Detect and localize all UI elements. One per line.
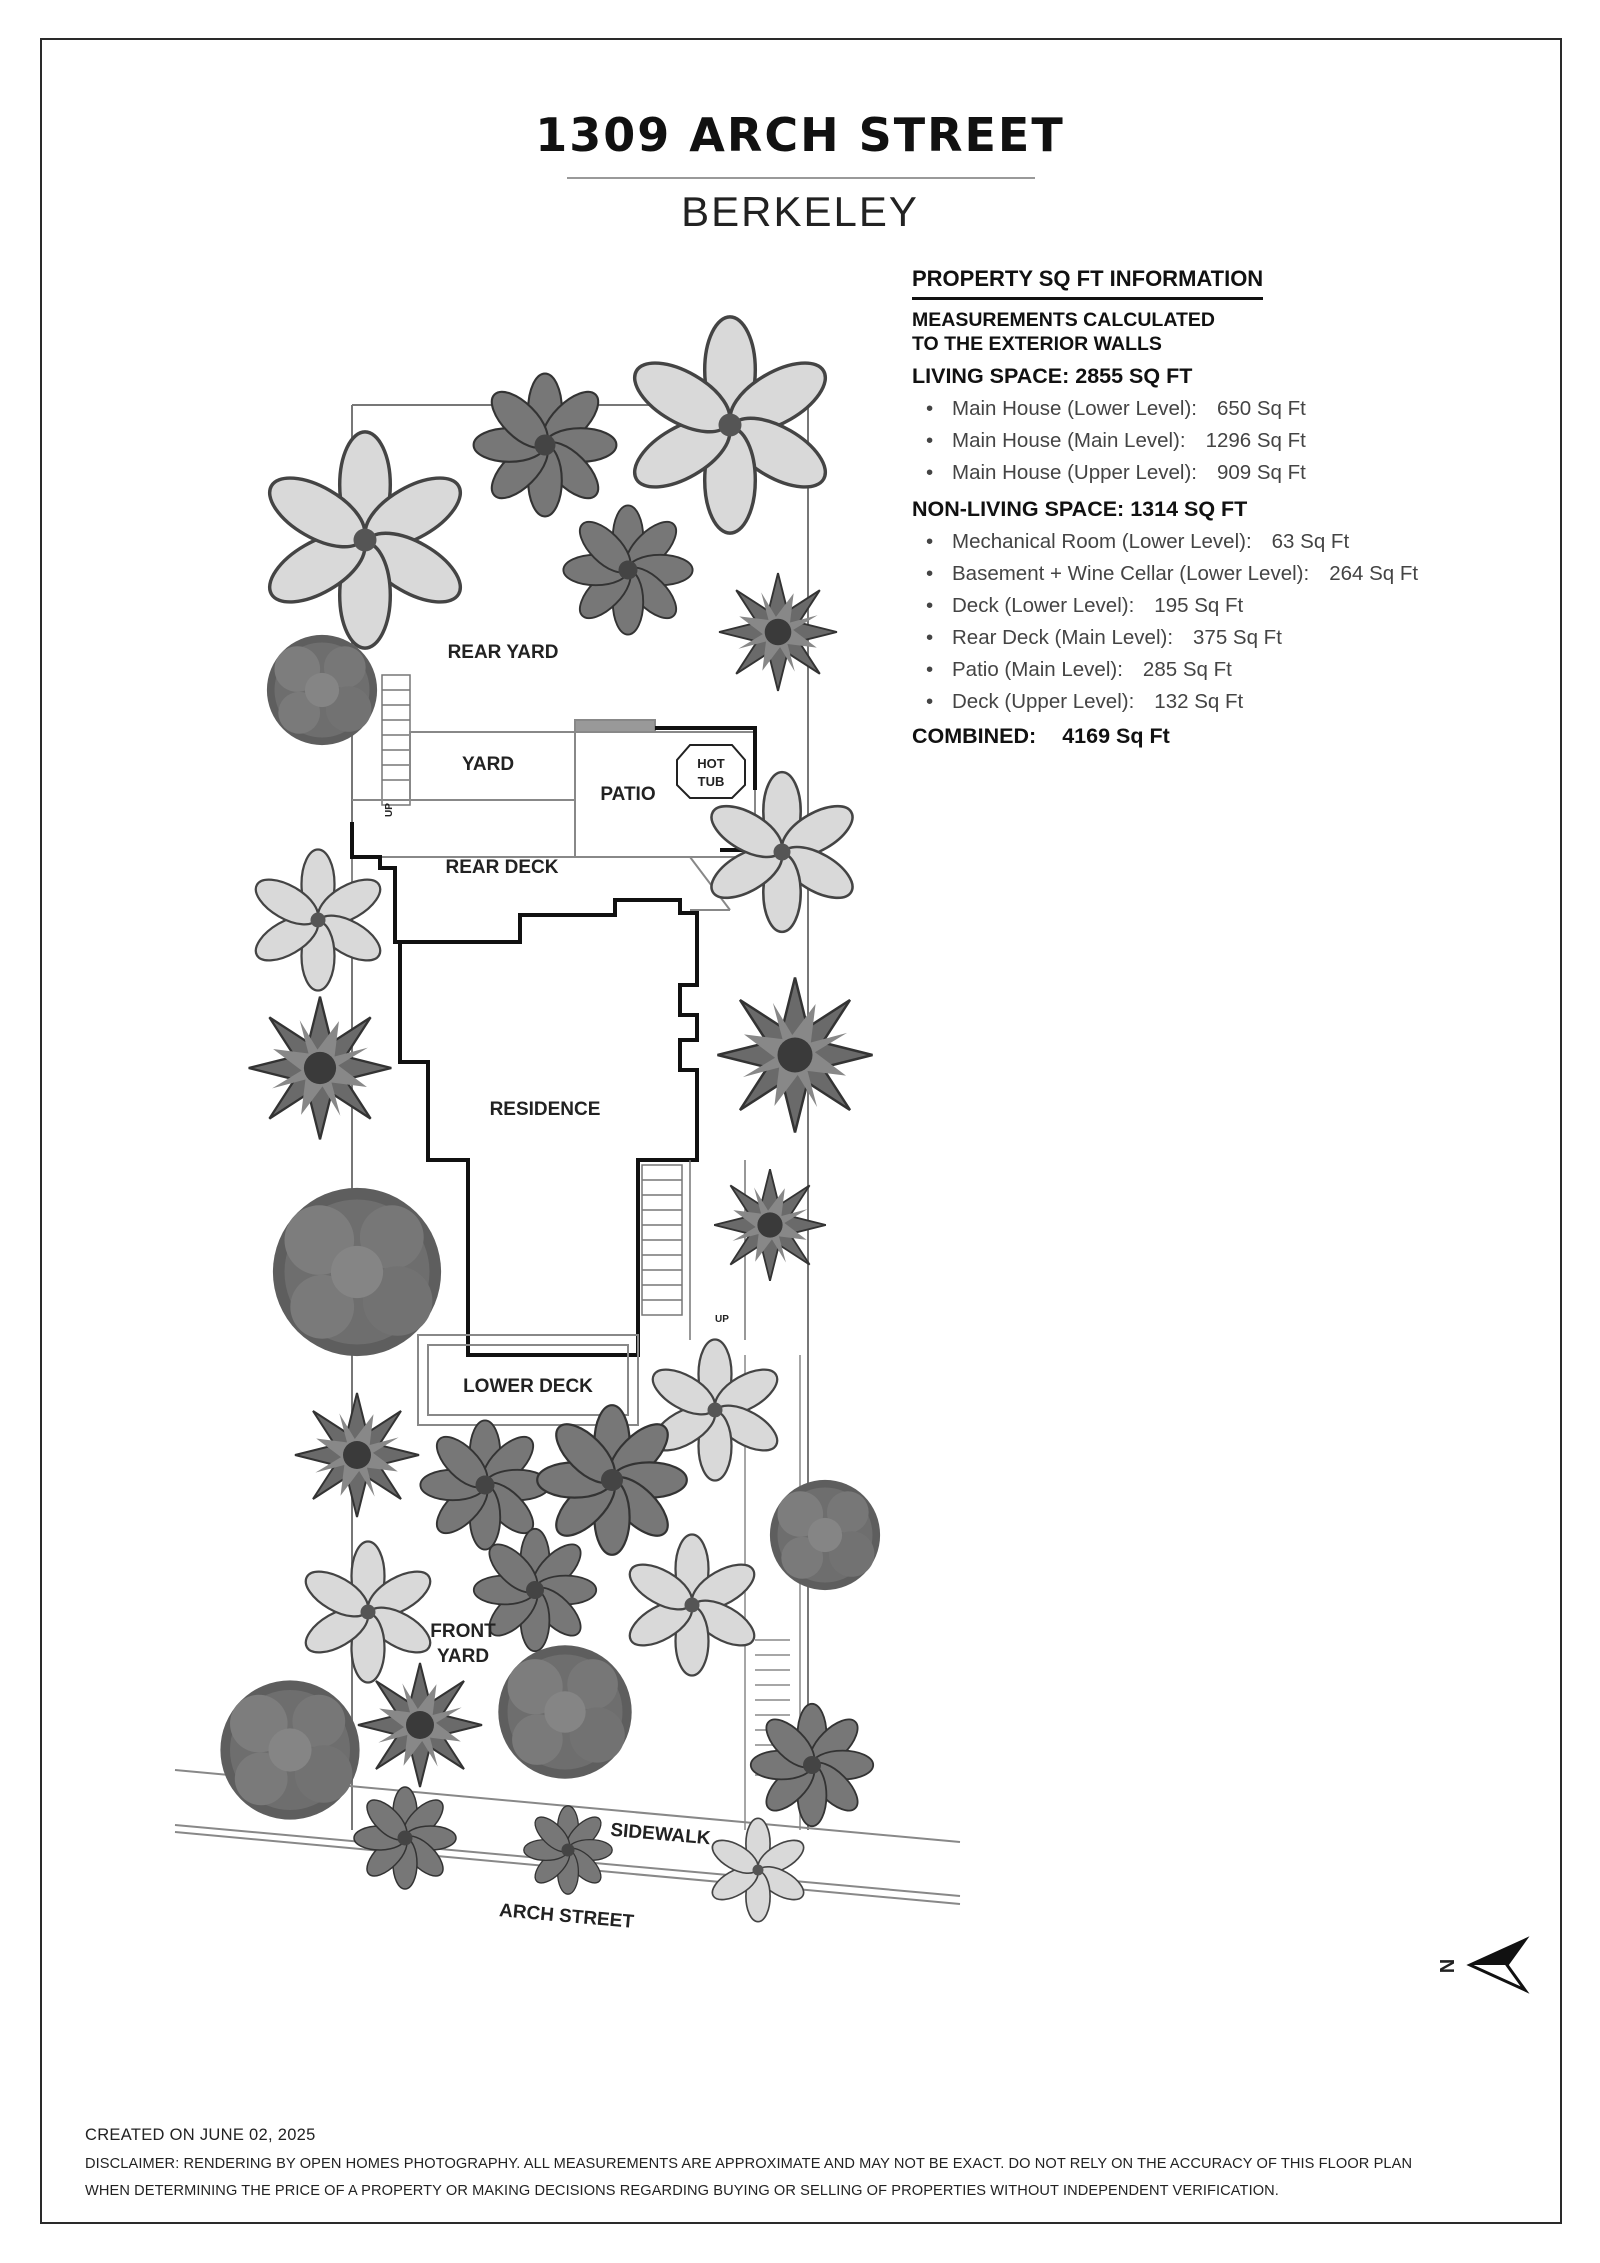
list-item: • Main House (Upper Level): 909 Sq Ft <box>926 457 1532 489</box>
bullet-icon: • <box>926 397 934 420</box>
list-item: • Patio (Main Level): 285 Sq Ft <box>926 654 1532 686</box>
rear-stairs <box>382 675 410 805</box>
label-lower-deck: LOWER DECK <box>463 1376 593 1397</box>
property-city: BERKELEY <box>681 188 919 235</box>
compass-north-label: N <box>1437 1958 1459 1974</box>
bullet-icon: • <box>926 461 934 484</box>
label-rear-yard: REAR YARD <box>447 642 559 663</box>
side-stairs <box>642 1160 745 1340</box>
bullet-icon: • <box>926 429 934 452</box>
list-item: • Main House (Lower Level): 650 Sq Ft <box>926 393 1532 425</box>
list-item: • Mechanical Room (Lower Level): 63 Sq Ft <box>926 526 1532 558</box>
property-title: 1309 ARCH STREET <box>535 108 1065 162</box>
disclaimer <box>85 2151 1525 2205</box>
list-item: • Rear Deck (Main Level): 375 Sq Ft <box>926 622 1532 654</box>
list-item: • Basement + Wine Cellar (Lower Level): 264 Sq Ft <box>926 558 1532 590</box>
list-item: • Deck (Lower Level): 195 Sq Ft <box>926 590 1532 622</box>
list-item: • Main House (Main Level): 1296 Sq Ft <box>926 425 1532 457</box>
bullet-icon: • <box>926 658 934 681</box>
label-front: FRONT <box>430 1621 496 1642</box>
label-up-rear: UP <box>384 803 395 817</box>
living-space-heading: LIVING SPACE: 2855 SQ FT <box>912 364 1193 388</box>
non-living-space-heading: NON-LIVING SPACE: 1314 SQ FT <box>912 497 1248 521</box>
hot-tub <box>677 745 745 798</box>
label-hot: HOT <box>697 756 725 771</box>
disclaimer-line-2: WHEN DETERMINING THE PRICE OF A PROPERTY OR MAKING DECISIONS REGARDING BUYING OR SELLING OF PROPERTIES WITHOUT INDEPENDENT VERIFICATION. <box>85 2183 1279 2199</box>
bullet-icon: • <box>926 562 934 585</box>
bullet-icon: • <box>926 530 934 553</box>
bullet-icon: • <box>926 594 934 617</box>
label-arch-street: ARCH STREET <box>498 1900 635 1933</box>
label-sidewalk: SIDEWALK <box>609 1819 712 1850</box>
created-date: CREATED ON JUNE 02, 2025 <box>85 2126 316 2144</box>
label-up-side: UP <box>715 1314 729 1325</box>
disclaimer-line-1: DISCLAIMER: RENDERING BY OPEN HOMES PHOTOGRAPHY. ALL MEASUREMENTS ARE APPROXIMATE AND MAY NOT BE EXACT. DO NOT RELY ON THE ACCURACY OF THIS FLOOR PLAN <box>85 2156 1413 2172</box>
bullet-icon: • <box>926 690 934 713</box>
label-residence: RESIDENCE <box>489 1099 601 1120</box>
north-arrow-icon <box>1437 1940 1525 1990</box>
measurement-note-line-2: TO THE EXTERIOR WALLS <box>912 333 1162 355</box>
bullet-icon: • <box>926 626 934 649</box>
list-item: • Deck (Upper Level): 132 Sq Ft <box>926 686 1532 718</box>
label-front-yard: YARD <box>436 1646 490 1667</box>
label-tub: TUB <box>697 774 725 789</box>
page-footer <box>85 2126 1525 2205</box>
combined-total: COMBINED: 4169 Sq Ft <box>912 724 1170 748</box>
label-rear-deck: REAR DECK <box>445 857 559 878</box>
measurement-note-line-1: MEASUREMENTS CALCULATED <box>912 309 1215 331</box>
sqft-info-heading: PROPERTY SQ FT INFORMATION <box>912 266 1263 300</box>
label-patio: PATIO <box>600 784 656 805</box>
label-yard: YARD <box>461 754 515 775</box>
